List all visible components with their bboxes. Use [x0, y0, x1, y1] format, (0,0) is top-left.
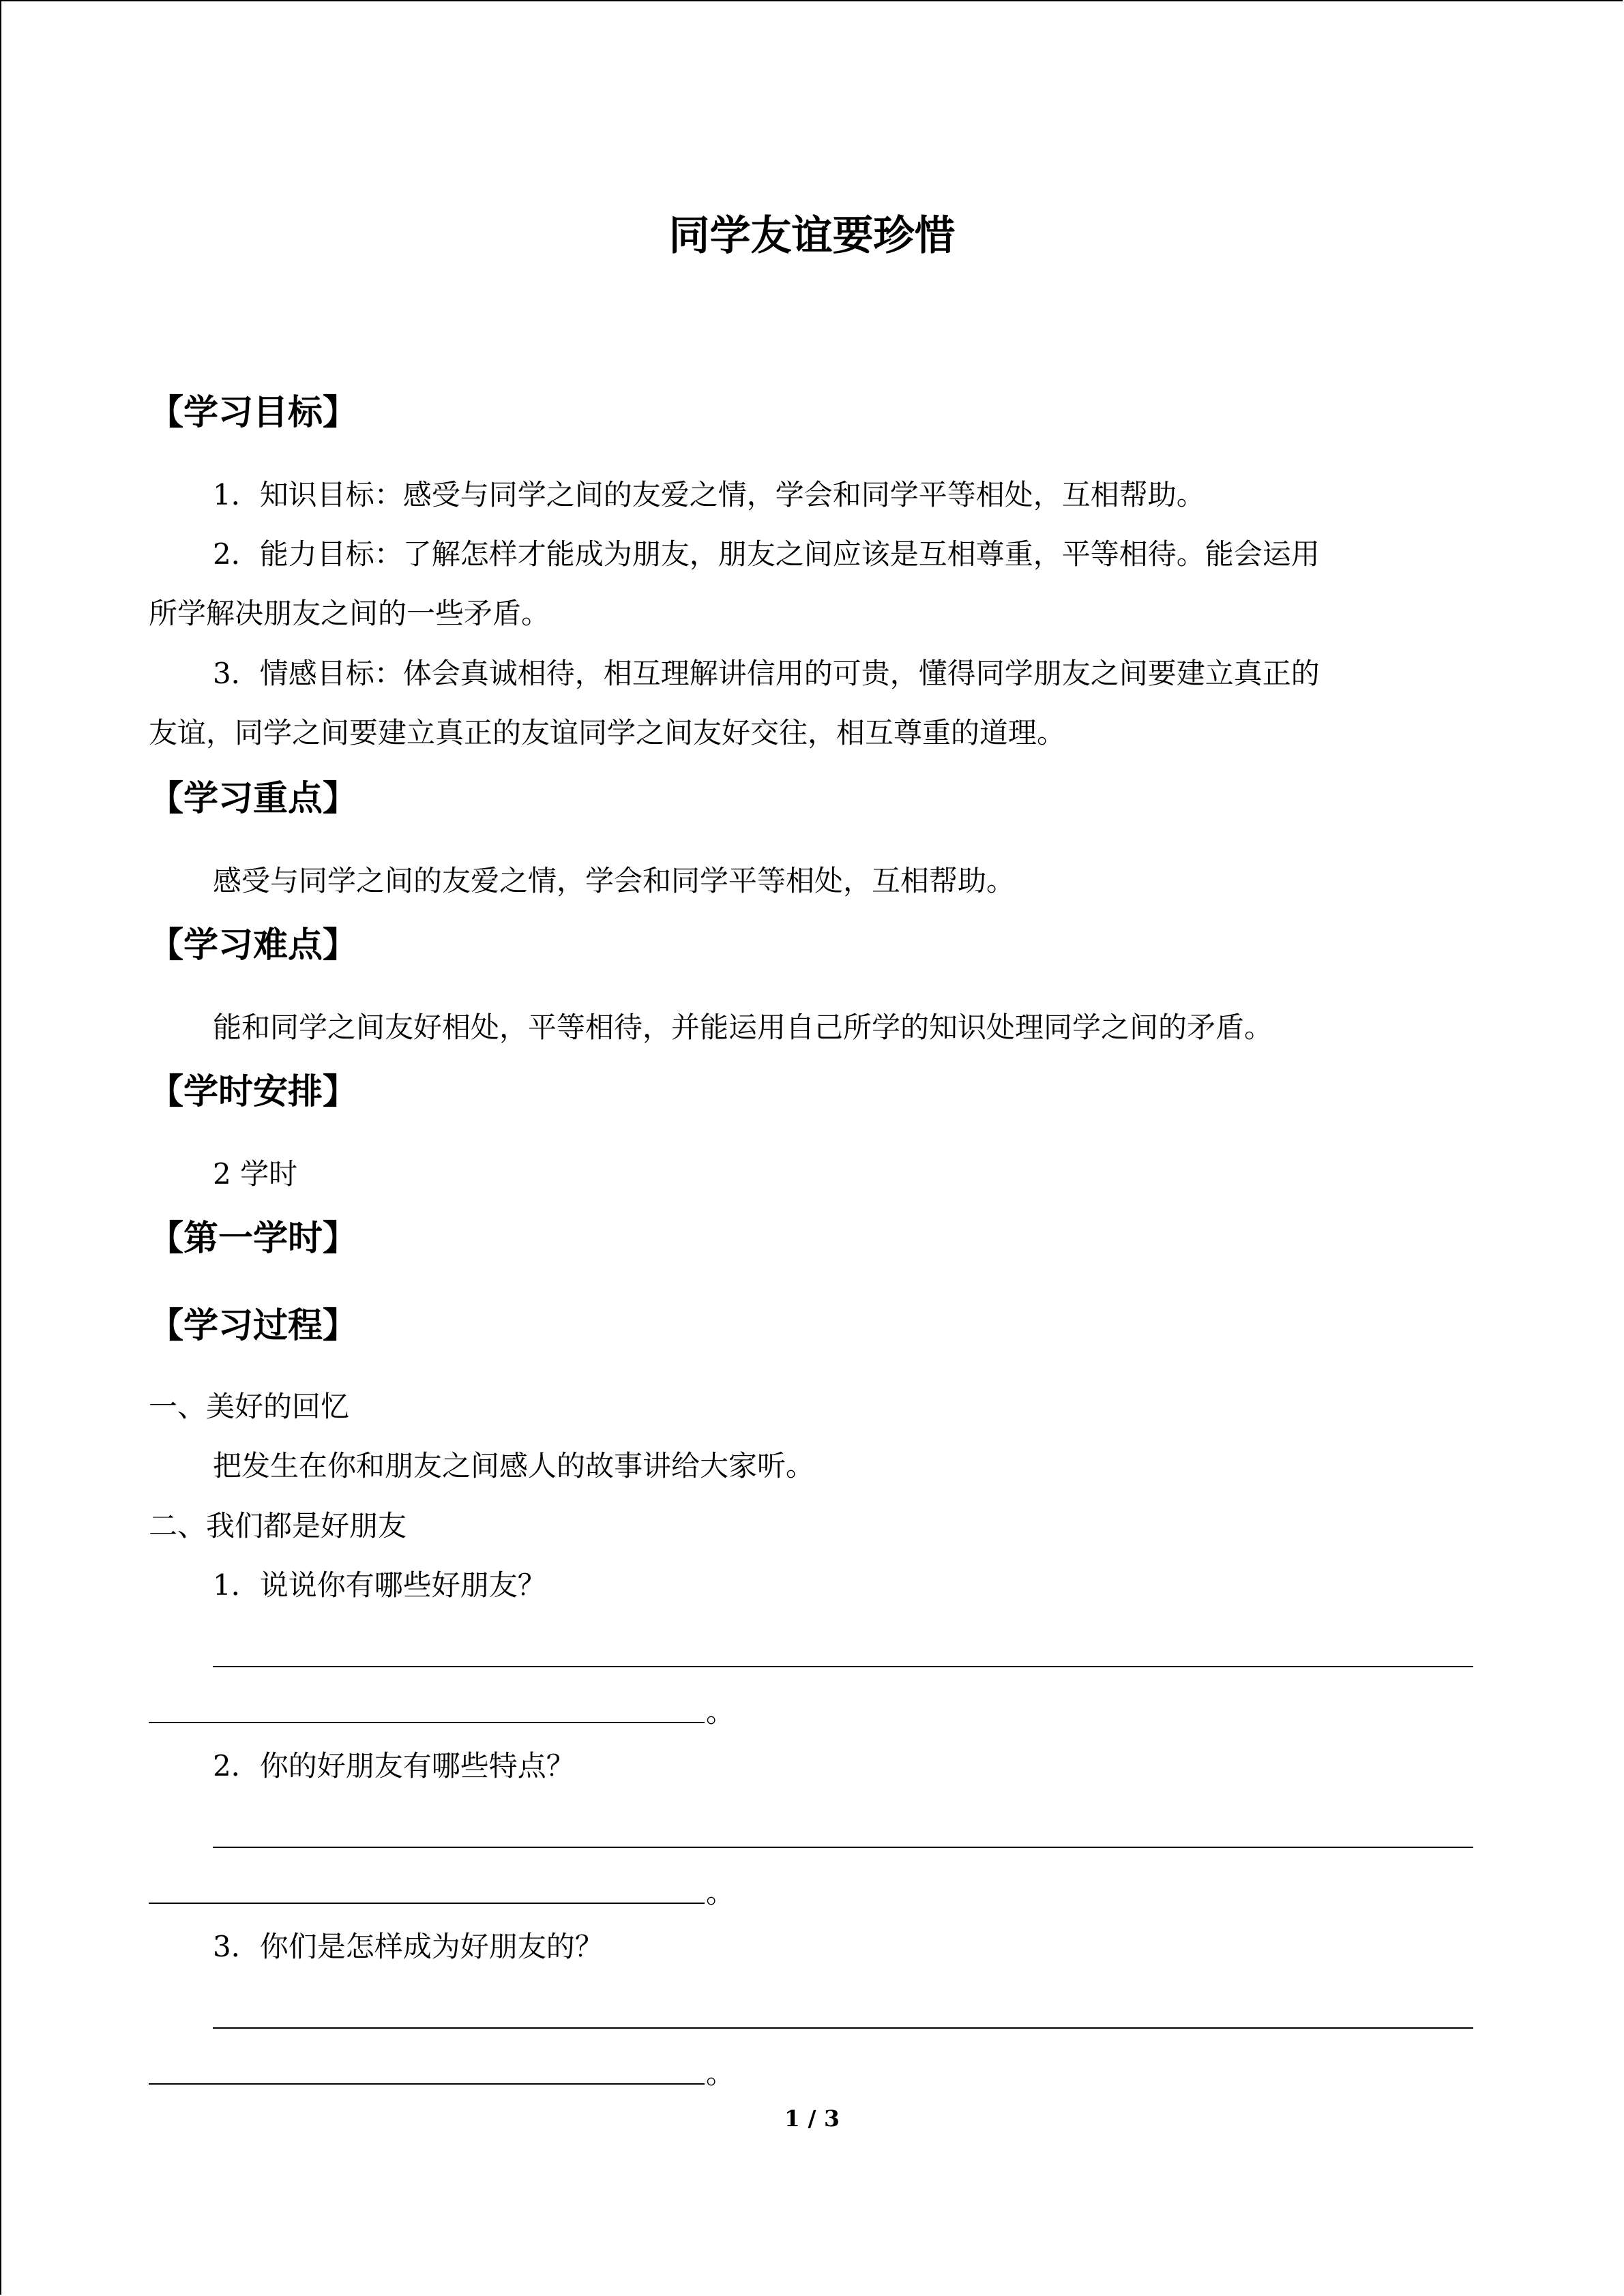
part1-title: 一、美好的回忆 — [149, 1390, 350, 1423]
answer-line-2a[interactable] — [213, 1847, 1473, 1848]
key-points-text: 感受与同学之间的友爱之情，学会和同学平等相处，互相帮助。 — [213, 864, 1016, 897]
objective-line-1: 1．知识目标：感受与同学之间的友爱之情，学会和同学平等相处，互相帮助。 — [213, 478, 1205, 511]
answer-end-period-1: 。 — [706, 1695, 735, 1729]
answer-line-3a[interactable] — [213, 2027, 1473, 2029]
answer-line-1b[interactable] — [149, 1722, 705, 1723]
question-1: 1．说说你有哪些好朋友？ — [213, 1568, 546, 1602]
objective-line-5: 友谊，同学之间要建立真正的友谊同学之间友好交往，相互尊重的道理。 — [149, 716, 1066, 749]
heading-process: 【学习过程】 — [149, 1306, 358, 1346]
schedule-text: 2 学时 — [213, 1157, 298, 1191]
difficulties-text: 能和同学之间友好相处，平等相待，并能运用自己所学的知识处理同学之间的矛盾。 — [213, 1011, 1273, 1044]
document-title: 同学友谊要珍惜 — [668, 212, 956, 260]
heading-schedule: 【学时安排】 — [149, 1072, 358, 1112]
objective-line-4: 3．情感目标：体会真诚相待，相互理解讲信用的可贵，懂得同学朋友之间要建立真正的 — [213, 657, 1320, 690]
heading-first-period: 【第一学时】 — [149, 1219, 358, 1259]
answer-line-2b[interactable] — [149, 1903, 705, 1904]
heading-key-points: 【学习重点】 — [149, 779, 358, 819]
answer-line-1a[interactable] — [213, 1666, 1473, 1667]
page-number: 1 / 3 — [784, 2105, 840, 2132]
objective-line-2: 2．能力目标：了解怎样才能成为朋友，朋友之间应该是互相尊重，平等相待。能会运用 — [213, 537, 1320, 571]
answer-line-3b[interactable] — [149, 2083, 705, 2085]
part2-title: 二、我们都是好朋友 — [149, 1509, 407, 1542]
question-2: 2．你的好朋友有哪些特点？ — [213, 1749, 575, 1783]
heading-difficulties: 【学习难点】 — [149, 925, 358, 966]
question-3: 3．你们是怎样成为好朋友的？ — [213, 1930, 604, 1963]
answer-end-period-2: 。 — [706, 1876, 735, 1909]
answer-end-period-3: 。 — [706, 2057, 735, 2090]
objective-line-3: 所学解决朋友之间的一些矛盾。 — [149, 597, 550, 630]
heading-objectives: 【学习目标】 — [149, 393, 358, 433]
part1-text: 把发生在你和朋友之间感人的故事讲给大家听。 — [213, 1449, 815, 1482]
